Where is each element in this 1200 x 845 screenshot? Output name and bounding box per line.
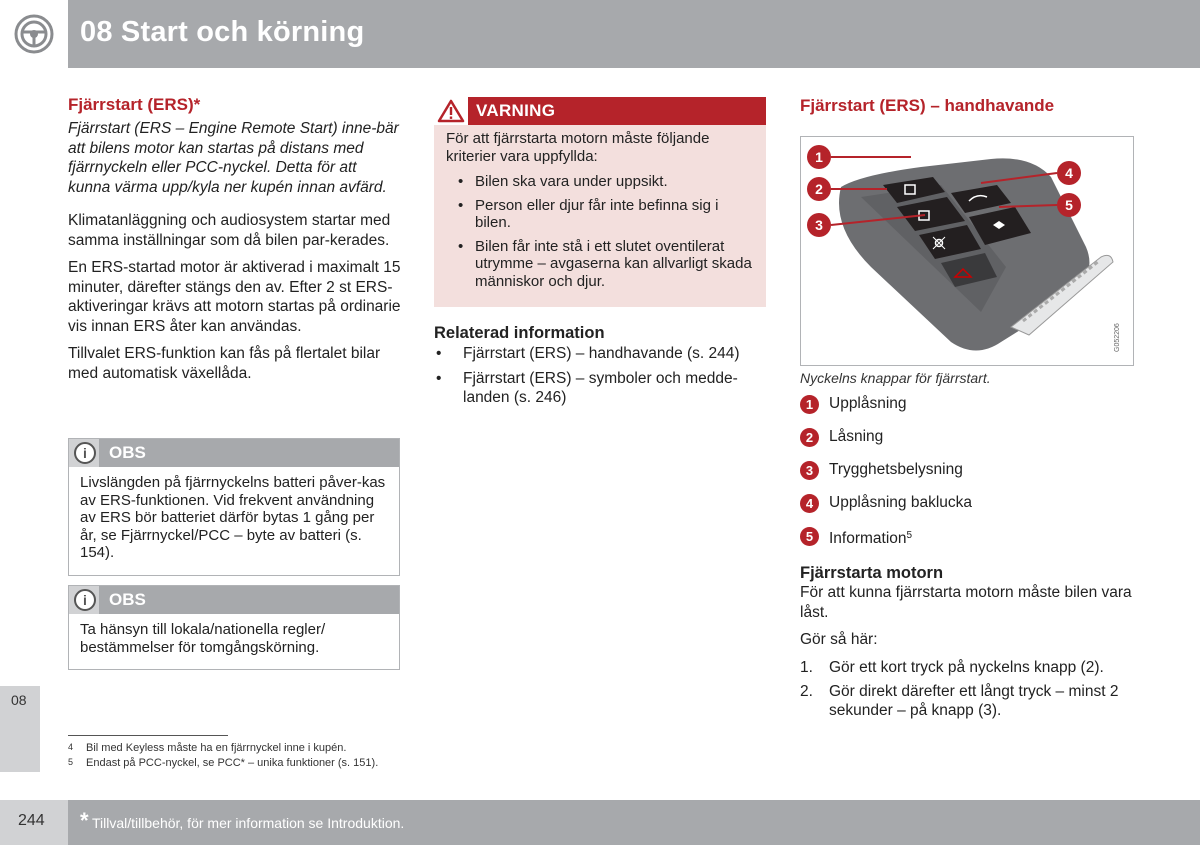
section-title: Fjärrstart (ERS)* bbox=[68, 95, 201, 114]
info-icon: i bbox=[74, 442, 96, 464]
footnote-mark: 4 bbox=[68, 742, 74, 752]
note-text: Livslängden på fjärrnyckelns batteri påver-kas av ERS-funktionen. Vid frekvent användning av ERS bör batteriet därför bytas 1 gång per år, se Fjärrnyckel/PCC – byte av batteri (s. 154). bbox=[80, 474, 386, 561]
warning-icon-box bbox=[434, 97, 468, 125]
step-item bbox=[800, 658, 1134, 677]
paragraph: Klimatanläggning och audiosystem startar med samma inställningar som då bilen par-kerades. bbox=[68, 212, 391, 249]
note-label: OBS bbox=[109, 443, 146, 462]
legend-item bbox=[800, 427, 1134, 460]
legend-number: 1 bbox=[800, 395, 819, 414]
step-number: 2. bbox=[800, 682, 813, 700]
footnote-divider bbox=[68, 735, 228, 736]
footnote bbox=[68, 756, 378, 771]
note-label: OBS bbox=[109, 590, 146, 609]
paragraph: En ERS-startad motor är aktiverad i maximalt 15 minuter, därefter stängs den av. Efter 2 st ERS-aktiveringar krävs att motorn startas på ordinarie vis innan ERS åter kan användas. bbox=[68, 259, 401, 335]
subsection-title: Fjärrstarta motorn bbox=[800, 564, 944, 582]
step-item bbox=[800, 682, 1134, 720]
steering-wheel-icon bbox=[14, 14, 54, 54]
paragraph: För att kunna fjärrstarta motorn måste bilen vara låst. bbox=[800, 584, 1132, 621]
note-header bbox=[69, 586, 399, 614]
svg-text:1: 1 bbox=[815, 149, 823, 165]
page-number: 244 bbox=[18, 812, 45, 829]
steps-list bbox=[800, 658, 1134, 720]
page-footer bbox=[0, 800, 1200, 845]
callout-1 bbox=[807, 145, 831, 169]
list-item: • Person eller djur får inte befinna sig i bilen. bbox=[446, 197, 754, 232]
note-box bbox=[68, 438, 400, 576]
key-fob-figure bbox=[800, 136, 1134, 366]
chapter-icon-box bbox=[0, 0, 68, 68]
warning-intro: För att fjärrstarta motorn måste följande kriterier vara uppfyllda: bbox=[446, 130, 710, 165]
svg-text:3: 3 bbox=[815, 217, 823, 233]
paragraph: Gör så här: bbox=[800, 631, 878, 648]
procedure-section bbox=[800, 564, 1134, 725]
footnote-mark: 5 bbox=[68, 756, 74, 767]
column-left bbox=[68, 95, 402, 391]
asterisk-mark: * bbox=[80, 808, 89, 833]
related-link[interactable]: • Fjärrstart (ERS) – symboler och medde-landen (s. 246) bbox=[434, 369, 764, 407]
chapter-title: 08 Start och körning bbox=[80, 16, 365, 48]
callout-4 bbox=[1057, 161, 1081, 185]
svg-text:5: 5 bbox=[1065, 197, 1073, 213]
legend-number: 3 bbox=[800, 461, 819, 480]
legend-number: 4 bbox=[800, 494, 819, 513]
legend-item bbox=[800, 526, 1134, 559]
warning-list bbox=[446, 173, 754, 290]
key-fob-illustration bbox=[801, 137, 1133, 365]
chapter-tab-label: 08 bbox=[11, 692, 27, 708]
legend-number: 2 bbox=[800, 428, 819, 447]
info-icon-box bbox=[69, 586, 99, 614]
related-info bbox=[434, 324, 764, 413]
warning-body bbox=[434, 125, 766, 290]
step-text: Gör ett kort tryck på nyckelns knapp (2). bbox=[829, 658, 1104, 676]
legend-item bbox=[800, 394, 1134, 427]
warning-header bbox=[434, 97, 766, 125]
legend-item bbox=[800, 493, 1134, 526]
footer-note: Tillval/tillbehör, för mer information se Introduktion. bbox=[92, 815, 405, 831]
footer-note-bar bbox=[68, 800, 1200, 845]
chapter-tab bbox=[0, 686, 40, 772]
paragraph: Tillvalet ERS-funktion kan fås på flertalet bilar med automatisk växellåda. bbox=[68, 345, 381, 382]
note-header bbox=[69, 439, 399, 467]
warning-box bbox=[434, 97, 766, 307]
legend-item bbox=[800, 460, 1134, 493]
legend-label: Trygghetsbelysning bbox=[829, 461, 963, 478]
warning-label: VARNING bbox=[476, 101, 556, 120]
list-item: • Bilen ska vara under uppsikt. bbox=[446, 173, 754, 191]
legend-label: Låsning bbox=[829, 428, 884, 445]
footnote-ref: 5 bbox=[906, 530, 913, 541]
page-number-box bbox=[0, 800, 68, 845]
legend-label: Upplåsning baklucka bbox=[829, 494, 973, 511]
related-link[interactable]: • Fjärrstart (ERS) – handhavande (s. 244) bbox=[434, 344, 764, 363]
section-title: Fjärrstart (ERS) – handhavande bbox=[800, 96, 1055, 115]
figure-caption: Nyckelns knappar för fjärrstart. bbox=[800, 370, 991, 386]
footnote-text: Endast på PCC-nyckel, se PCC* – unika funktioner (s. 151). bbox=[86, 756, 379, 769]
callout-2 bbox=[807, 177, 831, 201]
step-number: 1. bbox=[800, 658, 813, 676]
callout-3 bbox=[807, 213, 831, 237]
warning-triangle-icon bbox=[434, 97, 468, 125]
footnotes bbox=[68, 741, 378, 770]
step-text: Gör direkt därefter ett långt tryck – minst 2 sekunder – på knapp (3). bbox=[829, 682, 1119, 719]
footnote-text: Bil med Keyless måste ha en fjärrnyckel inne i kupén. bbox=[86, 742, 347, 754]
info-icon: i bbox=[74, 589, 96, 611]
footnote bbox=[68, 741, 378, 756]
note-text: Ta hänsyn till lokala/nationella regler/ bestämmelser för tomgångskörning. bbox=[80, 621, 326, 656]
figure-code: G052206 bbox=[1114, 323, 1121, 352]
intro-paragraph: Fjärrstart (ERS – Engine Remote Start) inne-bär att bilens motor kan startas på distans med fjärrnyckeln eller PCC-nyckel. Detta för att kunna värma upp/kyla ner kupén innan avfärd. bbox=[68, 120, 399, 196]
legend-list bbox=[800, 394, 1134, 559]
svg-text:4: 4 bbox=[1065, 165, 1073, 181]
callout-5 bbox=[1057, 193, 1081, 217]
info-icon-box bbox=[69, 439, 99, 467]
related-title: Relaterad information bbox=[434, 324, 605, 342]
page-header bbox=[0, 0, 1200, 68]
note-box bbox=[68, 585, 400, 670]
legend-label: Information bbox=[829, 530, 907, 547]
svg-text:2: 2 bbox=[815, 181, 823, 197]
list-item: • Bilen får inte stå i ett slutet oventilerat utrymme – avgaserna kan allvarligt skada människor och djur. bbox=[446, 238, 754, 291]
legend-number: 5 bbox=[800, 527, 819, 546]
legend-label: Upplåsning bbox=[829, 395, 907, 412]
related-list bbox=[434, 344, 764, 407]
